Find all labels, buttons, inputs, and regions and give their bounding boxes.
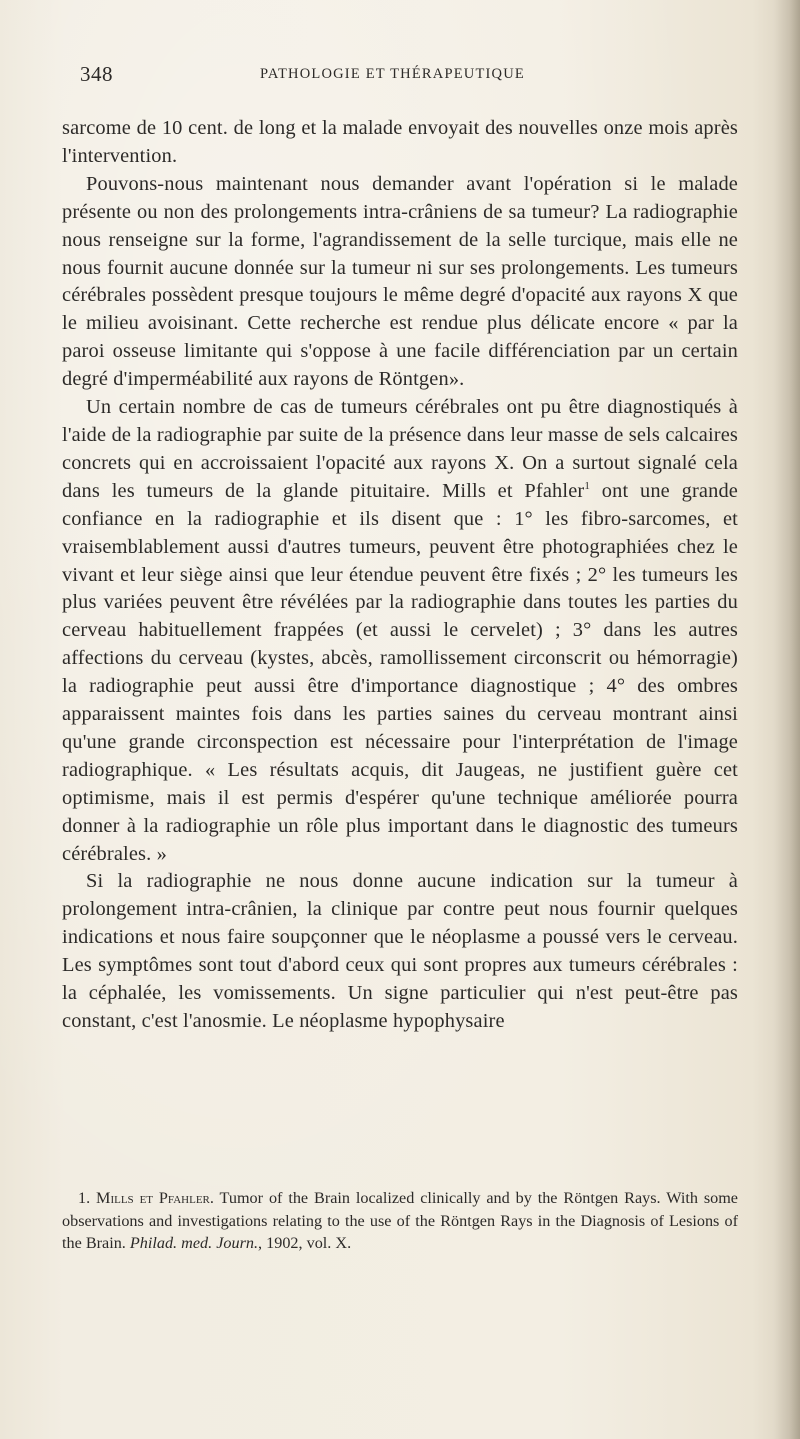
paragraph-3-part-1: Un certain nombre de cas de tumeurs cérébrales ont pu être diagnostiqués à l'aide de la radiographie par suite de la présence dans leur masse de sels calcaires concrets qui en accroissaient l'opacité aux rayons X. On a surtout signalé cela dans les tumeurs de la glande pituitaire. Mills et Pfahler <box>62 396 738 502</box>
footnote-1 <box>62 1187 738 1255</box>
footnotes <box>62 1187 738 1255</box>
paragraph-3 <box>62 394 738 868</box>
paragraph-3-part-2: ont une grande confiance en la radiographie et ils disent que : 1° les fibro-sarcomes, et vraisemblablement aussi d'autres tumeurs, peuvent être photographiées chez le vivant et leur siège ainsi que leur étendue peuvent être fixés ; 2° les tumeurs les plus variées peuvent être révélées par la radiographie dans toutes les parties du cerveau habituellement frappées (et aussi le cervelet) ; 3° dans les autres affections du cerveau (kystes, abcès, ramollissement circonscrit ou hémorragie) la radiographie peut aussi être d'importance diagnostique ; 4° des ombres apparaissent maintes fois dans les parties saines du cerveau montrant ainsi qu'une grande circonspection est nécessaire pour l'interprétation de l'image radiographique. « Les résultats acquis, dit Jaugeas, ne justifient guère cet optimisme, mais il est permis d'espérer qu'une technique améliorée pourra donner à la radiographie un rôle plus important dans le diagnostic des tumeurs cérébrales. » <box>62 479 738 865</box>
page-number: 348 <box>80 62 113 86</box>
paragraph-2: Pouvons-nous maintenant nous demander avant l'opération si le malade présente ou non des prolongements intra-crâniens de sa tumeur? La radiographie nous renseigne sur la forme, l'agrandissement de la selle turcique, mais elle ne nous fournit aucune donnée sur la tumeur ni sur ses prolongements. Les tumeurs cérébrales possèdent presque toujours le même degré d'opacité aux rayons X que le milieu avoisinant. Cette recherche est rendue plus délicate encore « par la paroi osseuse limitante qui s'oppose à une facile différenciation par un certain degré d'imperméabilité aux rayons de Röntgen». <box>62 172 738 391</box>
footnote-authors: Mills et Pfahler. <box>96 1189 214 1207</box>
body-text <box>62 115 738 1036</box>
footnote-journal: Philad. med. Journ. <box>129 1234 259 1253</box>
page-edge-shadow <box>774 0 800 1439</box>
paragraph-4: Si la radiographie ne nous donne aucune indication sur la tumeur à prolongement intra-crânien, la clinique par contre peut nous fournir quelques indications et nous faire soupçonner que le néoplasme a poussé vers le cerveau. Les symptômes sont tout d'abord ceux qui sont propres aux tumeurs cérébrales : la céphalée, les vomissements. Un signe particulier qui n'est peut-être pas constant, c'est l'anosmie. Le néoplasme hypophysaire <box>62 870 738 1032</box>
paragraph-1: sarcome de 10 cent. de long et la malade envoyait des nouvelles onze mois après l'intervention. <box>62 117 738 167</box>
footnote-text: Tumor of the Brain localized clinically and by the Röntgen Rays. With some observations and investigations relating to the use of the Röntgen Rays in the Diagnosis of Lesions of the Brain. <box>62 1189 738 1253</box>
footnote-reference: 1 <box>584 479 591 492</box>
footnote-citation: , 1902, vol. X. <box>258 1234 352 1253</box>
footnote-number: 1. <box>78 1189 91 1207</box>
running-title: PATHOLOGIE ET THÉRAPEUTIQUE <box>260 66 525 82</box>
page-header <box>80 62 780 92</box>
